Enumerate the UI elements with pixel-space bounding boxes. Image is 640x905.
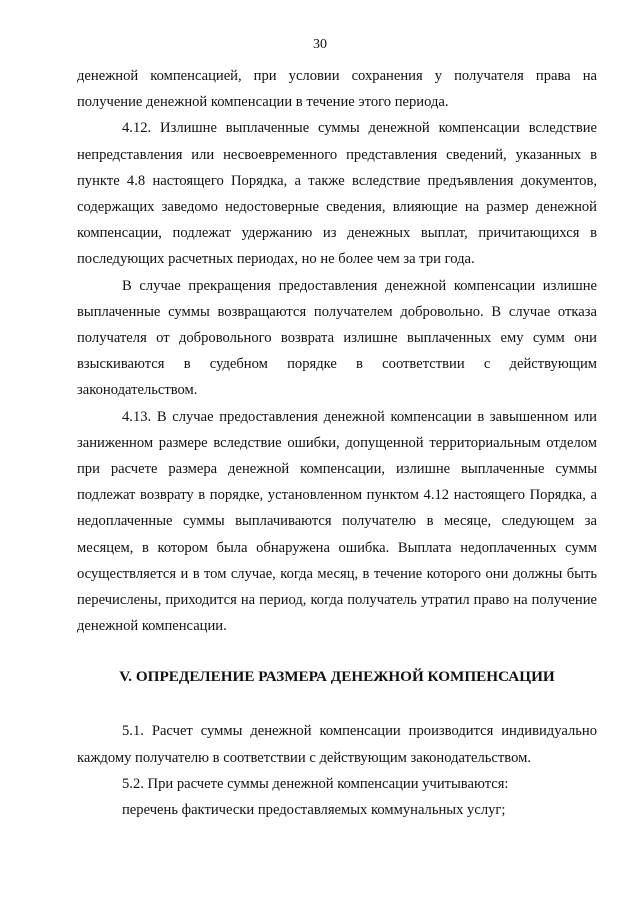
paragraph-4-13: 4.13. В случае предоставления денежной компенсации в завышенном или заниженном размере вследствие ошибки, допущенной территориальным отделом при расчете размера денежной компенсации, излишне выплаченные суммы подлежат возврату в порядке, установленном пунктом 4.12 настоящего Порядка, а недоплаченные суммы выплачиваются получателю в месяце, следующем за месяцем, в котором была обнаружена ошибка. Выплата недоплаченных сумм осуществляется и в том случае, когда месяц, в течение которого они должны быть перечислены, приходится на период, когда получатель утратил право на получение денежной компенсации. (77, 408, 597, 635)
paragraph-5-2: 5.2. При расчете суммы денежной компенсации учитываются: (122, 775, 509, 792)
paragraph-4-12-return: В случае прекращения предоставления денежной компенсации излишне выплаченные суммы возвращаются получателем добровольно. В случае отказа получателя от добровольного возврата излишне выплаченных ему сумм они взыскиваются в судебном порядке в соответствии с действующим законодательством. (77, 277, 597, 399)
paragraph-continuation: денежной компенсацией, при условии сохранения у получателя права на получение денежной компенсации в течение этого периода. (77, 68, 597, 111)
paragraph-list-item: перечень фактически предоставляемых коммунальных услуг; (122, 802, 506, 819)
section-heading: V. ОПРЕДЕЛЕНИЕ РАЗМЕРА ДЕНЕЖНОЙ КОМПЕНСАЦИИ (119, 668, 555, 686)
paragraph-5-1: 5.1. Расчет суммы денежной компенсации производится индивидуально каждому получателю в соответствии с действующим законодательством. (77, 723, 597, 766)
page-number: 30 (313, 37, 327, 52)
document-body (77, 63, 597, 823)
paragraph-4-12: 4.12. Излишне выплаченные суммы денежной компенсации вследствие непредставления или несвоевременного представления сведений, указанных в пункте 4.8 настоящего Порядка, а также вследствие предъявления документов, содержащих заведомо недостоверные сведения, влияющие на размер денежной компенсации, подлежат удержанию из денежных выплат, причитающихся в последующих расчетных периодах, но не более чем за три года. (77, 120, 597, 268)
